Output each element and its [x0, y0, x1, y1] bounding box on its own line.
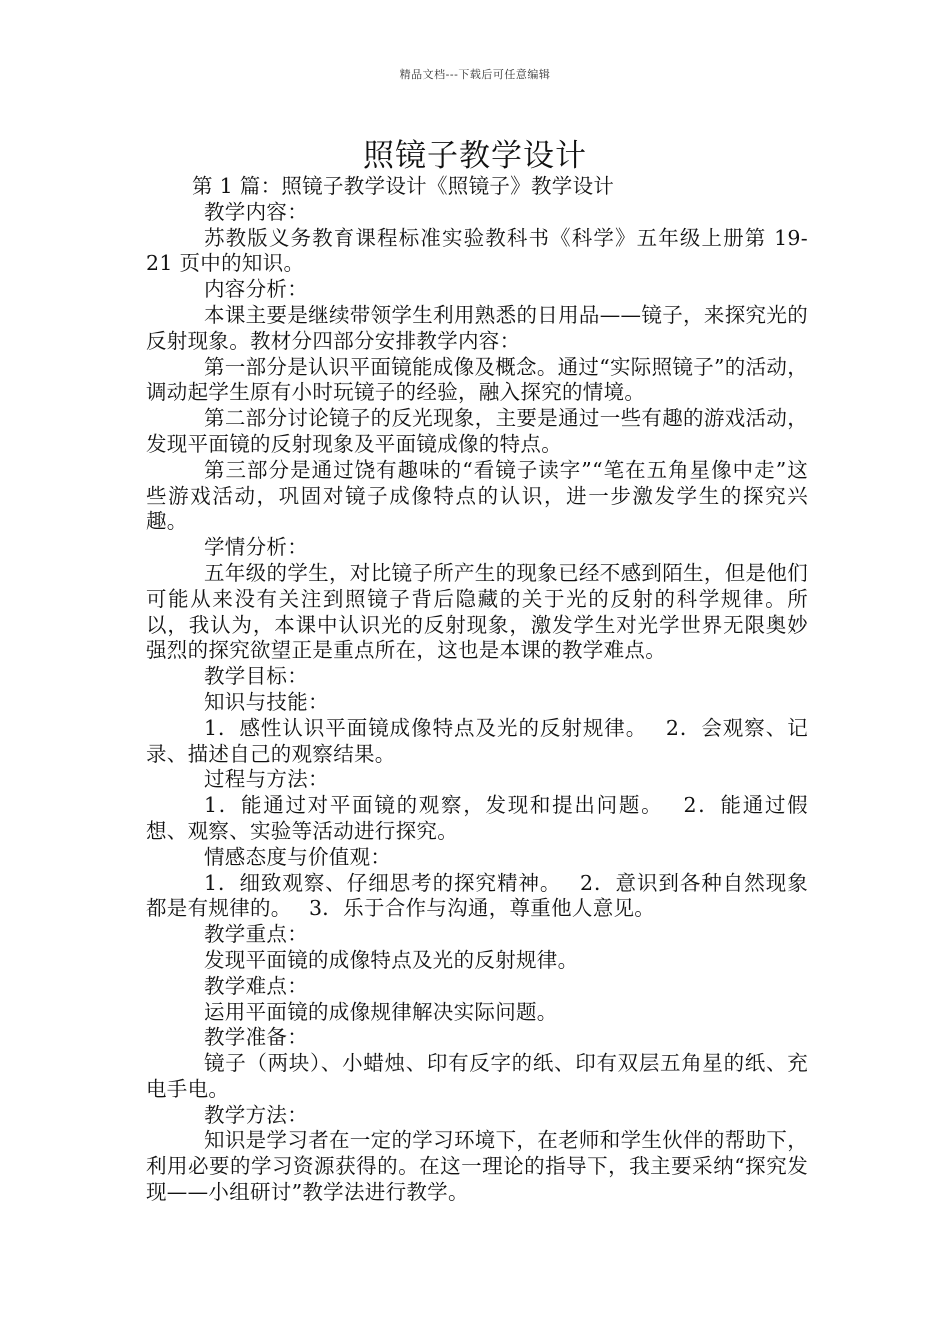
section-heading: 教学方法：	[204, 1102, 308, 1127]
section-heading: 教学重点：	[204, 922, 308, 947]
paragraph: 发现平面镜的成像特点及光的反射规律。	[204, 947, 579, 972]
paragraph: 第三部分是通过饶有趣味的“看镜子读字”“笔在五角星像中走”这些游戏活动，巩固对镜子成像特点的认识，进一步激发学生的探究兴趣。	[146, 457, 808, 534]
paragraph: 第一部分是认识平面镜能成像及概念。通过“实际照镜子”的活动，调动起学生原有小时玩镜子的经验，融入探究的情境。	[146, 354, 808, 405]
paragraph: 本课主要是继续带领学生利用熟悉的日用品——镜子，来探究光的反射现象。教材分四部分安排教学内容：	[146, 302, 808, 353]
subsection-heading: 知识与技能：	[204, 689, 329, 714]
subsection-heading: 过程与方法：	[204, 767, 329, 792]
paragraph: 苏教版义务教育课程标准实验教科书《科学》五年级上册第 19-21 页中的知识。	[146, 225, 808, 276]
paragraph: 1．细致观察、仔细思考的探究精神。 2．意识到各种自然现象都是有规律的。 3．乐于合作与沟通，尊重他人意见。	[146, 870, 808, 921]
section-heading: 内容分析：	[204, 277, 308, 302]
paragraph: 1．能通过对平面镜的观察，发现和提出问题。 2．能通过假想、观察、实验等活动进行探究。	[146, 793, 808, 843]
section-heading: 教学内容：	[204, 199, 308, 224]
paragraph: 第二部分讨论镜子的反光现象，主要是通过一些有趣的游戏活动，发现平面镜的反射现象及平面镜成像的特点。	[146, 406, 808, 456]
section-heading: 学情分析：	[204, 535, 308, 560]
document-body	[146, 174, 808, 1206]
subsection-heading: 情感态度与价值观：	[204, 844, 392, 869]
paragraph: 五年级的学生，对比镜子所产生的现象已经不感到陌生，但是他们可能从来没有关注到照镜子背后隐藏的关于光的反射的科学规律。所以，我认为，本课中认识光的反射现象，激发学生对光学世界无限奥妙强烈的探究欲望正是重点所在，这也是本课的教学难点。	[146, 560, 808, 663]
page-header: 精品文档---下载后可任意编辑	[399, 68, 551, 81]
subtitle: 第 1 篇：照镜子教学设计《照镜子》教学设计	[192, 174, 615, 198]
document-title: 照镜子教学设计	[363, 138, 587, 174]
section-heading: 教学难点：	[204, 973, 308, 998]
paragraph: 知识是学习者在一定的学习环境下，在老师和学生伙伴的帮助下，利用必要的学习资源获得的。在这一理论的指导下，我主要采纳“探究发现——小组研讨”教学法进行教学。	[146, 1128, 808, 1205]
paragraph: 运用平面镜的成像规律解决实际问题。	[204, 999, 558, 1024]
section-heading: 教学准备：	[204, 1025, 308, 1050]
paragraph: 镜子（两块）、小蜡烛、印有反字的纸、印有双层五角星的纸、充电手电。	[146, 1051, 808, 1101]
section-heading: 教学目标：	[204, 664, 308, 689]
paragraph: 1．感性认识平面镜成像特点及光的反射规律。 2．会观察、记录、描述自己的观察结果。	[146, 715, 808, 766]
